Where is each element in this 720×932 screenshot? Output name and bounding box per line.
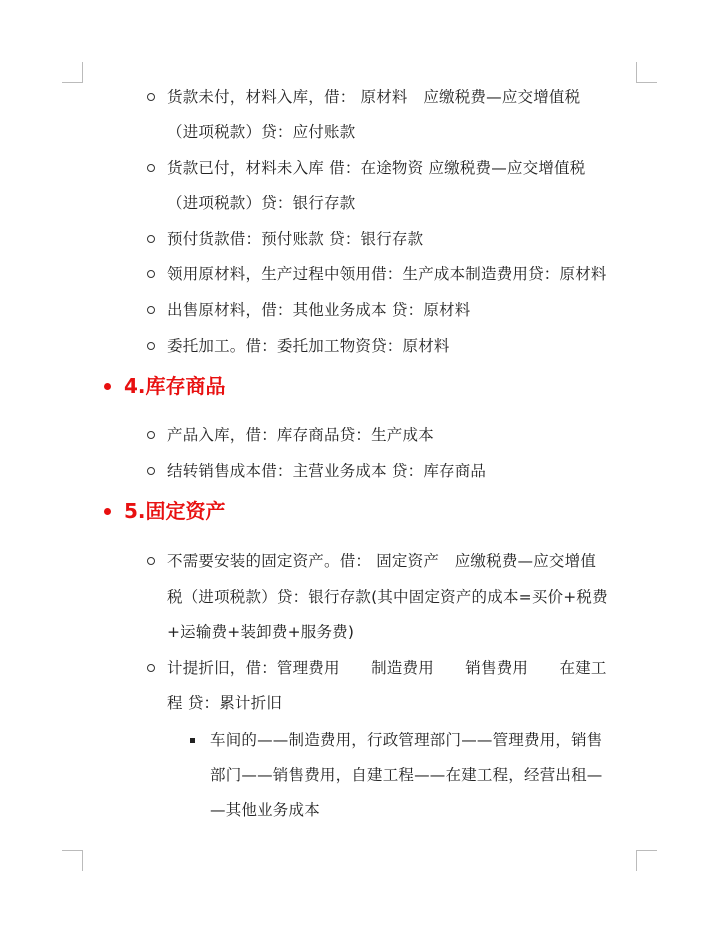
list-item-text: 税（进项税款）贷：银行存款(其中固定资产的成本=买价+税费 bbox=[167, 588, 608, 606]
list-item-text: 货款未付，材料入库，借： 原材料 应缴税费—应交增值税 bbox=[167, 88, 581, 106]
bullet-circle-icon bbox=[147, 93, 155, 101]
page-corner-mark bbox=[636, 62, 657, 83]
bullet-circle-icon bbox=[147, 664, 155, 672]
sub-list-item-text: —其他业务成本 bbox=[210, 801, 320, 819]
bullet-circle-icon bbox=[147, 235, 155, 243]
list-item-text: 预付货款借：预付账款 贷：银行存款 bbox=[167, 230, 424, 248]
bullet-dot-icon bbox=[104, 508, 111, 515]
list-item-text: 结转销售成本借：主营业务成本 贷：库存商品 bbox=[167, 462, 487, 480]
bullet-circle-icon bbox=[147, 557, 155, 565]
sub-list-item-text: 部门——销售费用，自建工程——在建工程，经营出租— bbox=[210, 766, 603, 784]
bullet-square-icon bbox=[190, 738, 195, 743]
page-corner-mark bbox=[62, 850, 83, 871]
list-item-text: （进项税款）贷：银行存款 bbox=[167, 194, 356, 212]
bullet-circle-icon bbox=[147, 306, 155, 314]
list-item-text: 货款已付，材料未入库 借：在途物资 应缴税费—应交增值税 bbox=[167, 159, 586, 177]
bullet-circle-icon bbox=[147, 431, 155, 439]
bullet-circle-icon bbox=[147, 270, 155, 278]
page-corner-mark bbox=[62, 62, 83, 83]
bullet-circle-icon bbox=[147, 467, 155, 475]
list-item-text: （进项税款）贷：应付账款 bbox=[167, 123, 356, 141]
page-corner-mark bbox=[636, 850, 657, 871]
list-item-text: +运输费+装卸费+服务费) bbox=[167, 623, 355, 641]
list-item-text: 程 贷：累计折旧 bbox=[167, 694, 283, 712]
list-item-text: 委托加工。借：委托加工物资贷：原材料 bbox=[167, 337, 450, 355]
section-heading: 5.固定资产 bbox=[124, 499, 226, 523]
bullet-circle-icon bbox=[147, 164, 155, 172]
section-heading: 4.库存商品 bbox=[124, 374, 226, 398]
sub-list-item-text: 车间的——制造费用，行政管理部门——管理费用，销售 bbox=[210, 731, 603, 749]
bullet-circle-icon bbox=[147, 342, 155, 350]
bullet-dot-icon bbox=[104, 383, 111, 390]
list-item-text: 产品入库，借：库存商品贷：生产成本 bbox=[167, 426, 434, 444]
list-item-text: 出售原材料，借：其他业务成本 贷：原材料 bbox=[167, 301, 471, 319]
list-item-text: 领用原材料，生产过程中领用借：生产成本制造费用贷：原材料 bbox=[167, 265, 607, 283]
list-item-text: 计提折旧，借：管理费用 制造费用 销售费用 在建工 bbox=[167, 659, 607, 677]
list-item-text: 不需要安装的固定资产。借： 固定资产 应缴税费—应交增值 bbox=[167, 552, 597, 570]
